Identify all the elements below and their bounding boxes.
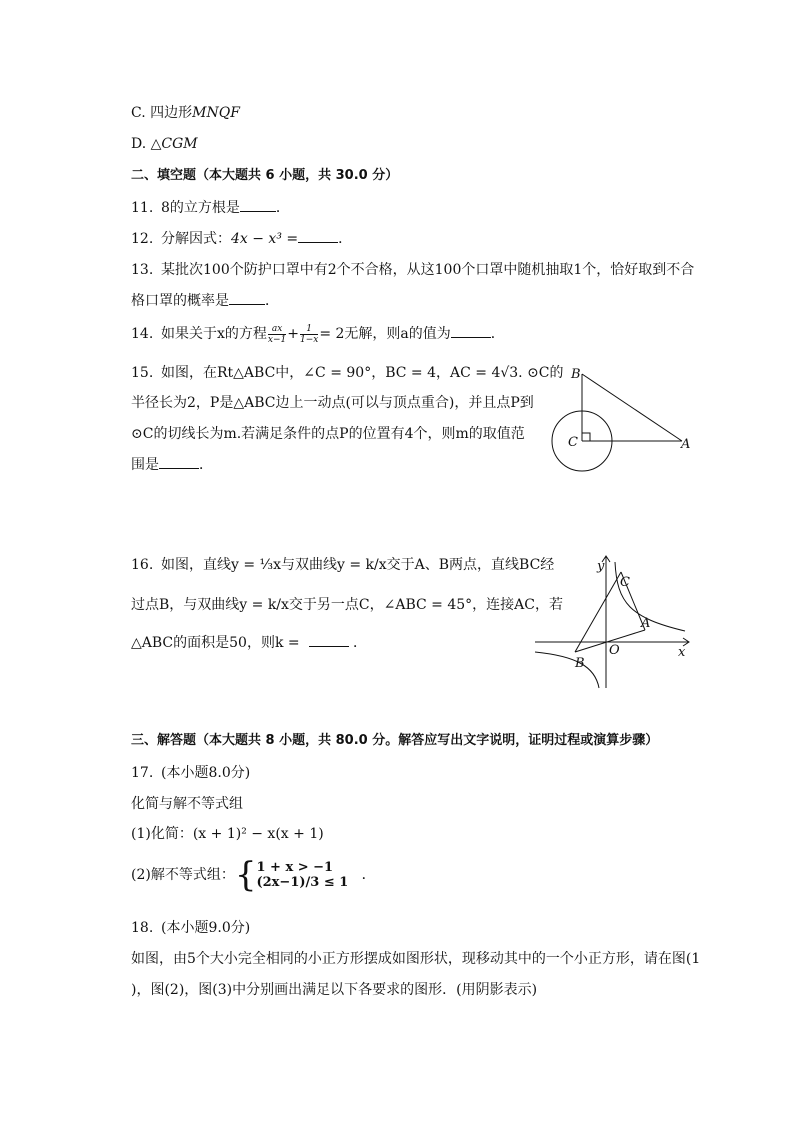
q11-text: 8的立方根是	[161, 200, 240, 216]
q12-expression: 4x − x³ =	[231, 231, 299, 247]
q13-line-1-text: 某批次100个防护口罩中有2个不合格，从这100个口罩中随机抽取1个，恰好取到不合	[161, 262, 695, 278]
q15-line-1-text: 如图，在Rt△ABC中，∠C = 90°，BC = 4，AC = 4√3. ⊙C的	[161, 365, 564, 381]
q17-title: 化简与解不等式组	[131, 796, 243, 812]
q14-number: 14.	[131, 326, 154, 342]
q18-points: (本小题9.0分)	[161, 920, 251, 936]
q15-label-c: C	[568, 435, 578, 450]
q14-fraction-2	[300, 324, 318, 345]
q16-blank	[309, 634, 349, 647]
q15-label-a: A	[681, 437, 691, 452]
q18-number: 18.	[131, 920, 154, 936]
q14-fraction-1	[268, 324, 286, 345]
q17-part-2-label: (2)解不等式组：	[131, 867, 235, 883]
question-16-line-1	[131, 556, 554, 574]
question-16-line-2: 过点B，与双曲线y = k/x交于另一点C，∠ABC = 45°，连接AC，若	[131, 597, 564, 613]
q14-plus: +	[287, 326, 299, 342]
q16-end: ．	[352, 635, 367, 651]
q16-label-o: O	[609, 643, 620, 658]
q18-line-1: 如图，由5个大小完全相同的小正方形摆成如图形状，现移动其中的一个小正方形，请在图(1	[131, 951, 701, 967]
q17-number: 17.	[131, 765, 154, 781]
option-c	[131, 104, 240, 122]
q16-label-y: y	[597, 559, 605, 574]
question-15-line-3: ⊙C的切线长为m.若满足条件的点P的位置有4个，则m的取值范	[131, 426, 525, 442]
q13-end: ．	[265, 293, 279, 309]
question-11	[131, 199, 290, 217]
q12-number: 12.	[131, 231, 154, 247]
q11-blank	[240, 199, 276, 212]
q14-pre: 如果关于x的方程	[161, 326, 267, 342]
question-15-line-1	[131, 364, 564, 382]
question-15-line-4	[131, 456, 213, 474]
q16-label-b: B	[575, 656, 585, 671]
q18-line-2: )，图(2)，图(3)中分别画出满足以下各要求的图形．(用阴影表示)	[131, 982, 538, 998]
q16-line-3-text: △ABC的面积是50，则k =	[131, 635, 300, 651]
option-c-label: C. 四边形	[131, 105, 193, 121]
q12-blank	[298, 230, 338, 243]
q12-end: ．	[338, 231, 353, 247]
q14-f1-numerator: ax	[268, 324, 286, 335]
q14-f2-numerator: 1	[300, 324, 318, 335]
q16-label-x: x	[678, 645, 686, 660]
q15-line-4-text: 围是	[131, 457, 159, 473]
option-c-math: MNQF	[192, 105, 240, 121]
q13-line-2-text: 格口罩的概率是	[131, 293, 229, 309]
q14-end: ．	[490, 326, 505, 342]
q17-points: (本小题8.0分)	[161, 765, 251, 781]
q17-part-1: (1)化简：(x + 1)² − x(x + 1)	[131, 826, 324, 842]
question-16-line-3	[131, 634, 367, 652]
q15-side-ab	[582, 374, 682, 441]
q12-text: 分解因式：	[161, 231, 231, 247]
q13-number: 13.	[131, 262, 154, 278]
q13-blank	[229, 292, 265, 305]
q14-post: = 2无解，则a的值为	[319, 326, 451, 342]
q14-blank	[451, 325, 491, 338]
q16-figure	[535, 548, 695, 690]
q16-number: 16.	[131, 557, 154, 573]
q17-inequality-system	[256, 860, 348, 890]
section-3-heading: 三、解答题（本大题共 8 小题，共 80.0 分。解答应写出文字说明，证明过程或演算步骤）	[131, 733, 659, 748]
option-d-math: CGM	[161, 136, 198, 152]
q15-end: ．	[199, 457, 213, 473]
q15-figure	[548, 364, 698, 476]
question-15-line-2: 半径长为2，P是△ABC边上一动点(可以与顶点重合)，并且点P到	[131, 395, 534, 411]
question-12	[131, 230, 352, 248]
q15-blank	[159, 456, 199, 469]
option-d-label: D. △	[131, 136, 162, 152]
q15-number: 15.	[131, 365, 154, 381]
question-18-header	[131, 919, 250, 937]
q16-label-a: A	[641, 616, 651, 631]
q11-number: 11.	[131, 200, 154, 216]
q17-system-brace: {	[234, 855, 257, 895]
q16-line-1-text: 如图，直线y = ⅓x与双曲线y = k/x交于A、B两点，直线BC经	[161, 557, 555, 573]
section-2-heading: 二、填空题（本大题共 6 小题，共 30.0 分）	[131, 168, 399, 183]
q15-right-angle-mark	[582, 433, 590, 441]
q14-f2-denominator: 1−x	[299, 334, 319, 345]
q16-hyperbola-lower	[535, 652, 599, 688]
q11-end: ．	[275, 200, 290, 216]
q17-part-2	[131, 857, 376, 893]
question-17-header	[131, 764, 250, 782]
question-14	[131, 322, 505, 346]
q17-inequality-1: 1 + x > −1	[256, 860, 334, 875]
question-13-line-2	[131, 292, 279, 310]
q17-end: ．	[361, 867, 376, 883]
q15-label-b: B	[571, 367, 581, 382]
q14-f1-denominator: x−1	[267, 334, 287, 345]
option-d	[131, 135, 198, 153]
q17-inequality-2: (2x−1)/3 ≤ 1	[256, 875, 349, 890]
question-13-line-1	[131, 261, 694, 279]
q16-label-c: C	[620, 575, 630, 590]
